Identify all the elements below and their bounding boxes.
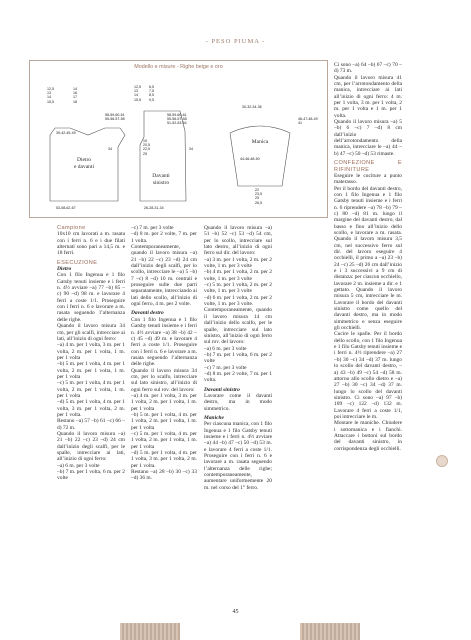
col3-p8: –b) 7 m. per 1 volta, 6 m. per 2 volte (204, 351, 272, 365)
dietro-p5: –c) 5 m. per 1 volta, 4 m. per 1 volta, 2 m. per 1 volta, 1 m. per 1 volta (57, 380, 125, 399)
col2-p3: Contemporaneamente, quando il lavoro misura –a) 21 –b) 22 –c) 23 –d) 24 cm dall’inizio degli scalfi, per lo scollo, intrecciare le –a) 5 –b) 7 –c) 8 –d) 10 m. centrali e proseguire sulle due parti separatamente, intrecciando ai lati dello scollo, all’inizio di ogni ferro, 4 m. per 2 volte. (131, 244, 197, 308)
col3-p7: –a) 6 m. per 3 volte (204, 345, 247, 352)
schema-box (29, 60, 328, 218)
maniche-text: Per ciascuna manica, con 1 filo Ingenua e 1 filo Gatsby tenuti insieme e i ferri n. 4½ avviare –a) 44 –b) 47 –c) 50 –d) 53 m. e lavorare 4 ferri a coste 1/1. Proseguire con i ferri n. 6 e lavorare a m. rasata seguendo l’alternanza delle righe; contemporaneamente, aumentare uniformemente 20 m. nel corso del 1° ferro. (204, 421, 272, 491)
col3-p9: –c) 7 m. per 3 volte (204, 364, 247, 371)
front-side-a: 12,5 13 14 15,5 (47, 87, 54, 104)
dd-p1: Con 1 filo Ingenua e 1 filo Gatsby tenuti insieme e i ferri n. 4½ avviare –a) 38 –b) 42 –c) 45 –d) 49 m. e lavorare 4 ferri a coste 1/1. Proseguire con i ferri n. 6 e lavorare a m. rasata seguendo l’alternanza delle righe. (131, 316, 197, 368)
front-bottom: 53-58-62-67 (56, 206, 76, 210)
dietro-p4: –b) 5 m. per 1 volta, 4 m. per 1 volta, 2 m. per 1 volta, 1 m. per 1 volta (57, 361, 125, 380)
conf-p2: Per il bordo del davanti destro, con 1 filo Ingenua e 1 filo Gatsby tenuti insieme e i ferri n. 6 riprendere –a) 78 –b) 79 –c) 80 –d) 81 m. lungo il margine del davanti destro, dal basso e fino all’inizio dello scollo, e lavorare a m. rasata. Quando il lavoro misura 3,5 cm, nel successivo ferro sul dir. del lavoro eseguire 4 occhielli, il primo a –a) 23 –b) 24 –c) 25 –d) 26 cm dall’inizio e i 3 successivi a 9 cm di distanza: per ciascun occhiello, lavorare 2 m. insieme a dir. e 1 gettato. Quando il lavoro misura 5 cm, intrecciare le m. Lavorare il bordo del davanti sinistro come quello del davanti destro, ma in modo simmetrico e senza eseguire gli occhielli. (334, 185, 402, 332)
dietro-p8: Quando il lavoro misura –a) 21 –b) 22 –c) 23 –d) 24 cm dall’inizio degli scalfi, per le spalle, intrecciare ai lati, all’inizio di ogni ferro: (57, 431, 125, 463)
esecuzione-heading: ESECUZIONE (57, 259, 98, 266)
yarn-swatch-left (120, 623, 180, 640)
davanti-destro-heading: Davanti destro (131, 310, 164, 317)
dietro-p9: –a) 6 m. per 3 volte (57, 462, 100, 469)
dietro-p2: Quando il lavoro misura 34 cm, per gli scalfi, intrecciare ai lati, all’inizio di ogni ferro: (57, 323, 125, 342)
conf-p1: Eseguire le cuciture a punto materasso. (334, 172, 402, 186)
col2-p1: –c) 7 m. per 3 volte (131, 225, 174, 231)
schema-drawing (30, 61, 327, 217)
col2-p2: –d) 8 m. per 2 volte, 7 m. per 1 volta. (131, 231, 197, 244)
col3-p3: –b) 4 m. per 1 volta, 2 m. per 2 volte, 1 m. per 3 volte (204, 269, 272, 282)
sleeve-bottom: 22 23,5 25 26,5 (255, 188, 262, 205)
left-bottom: 26-28-31-34 (144, 206, 164, 210)
col3-p10: –d) 8 m. per 2 volte, 7 m. per 1 volta. (204, 370, 272, 384)
dietro-p3: –a) 4 m. per 1 volta, 3 m. per 1 volta, 2 m. per 1 volta, 1 m. per 1 volta (57, 342, 125, 361)
campione-text: 10x10 cm lavorati a m. rasata con i ferri n. 6 e i due filati alternati sono pari a 14,5 m. e 18 ferri. (57, 231, 125, 257)
page-number: 45 (232, 609, 239, 615)
maniche-heading: Maniche (204, 414, 224, 421)
conf-p3: Cucire le spalle. Per il bordo dello scollo, con 1 filo Ingenua e 1 filo Gatsby tenuti insieme e i ferri n. 4½ riprendere –a) 27 –b) 30 –c) 34 –d) 37 m. lungo lo scollo del davanti destro, –a) 43 –b) 49 –c) 54 –d) 58 m. attorno allo scollo dietro e –a) 27 –b) 30 –c) 34 –d) 37 m. lungo lo scollo del davanti sinistro. Ci sono –a) 97 –b) 109 –c) 122 –d) 132 m. Lavorare 4 ferri a coste 1/1, poi intrecciare le m. (334, 331, 402, 420)
campione-heading: Campione (57, 225, 86, 231)
front-right-measures: 58-59-60-61 55-56-57-58 (105, 113, 125, 122)
schema-title: Modello e misure - Righe beige e oro (134, 64, 223, 70)
left-mid: 19 20,5 22,5 25 (143, 139, 150, 156)
front-chest: 39-42-45-49 (56, 131, 76, 135)
column-2 (131, 225, 197, 605)
dd-p7: Restano –a) 28 –b) 30 –c) 33 –d) 36 m. (131, 469, 197, 482)
conf-p4: Montare le maniche. Chiudere i sottomanica e i fianchi. Attaccare i bottoni sul bordo del davanti sinistro, in corrispondenza degli occhielli. (334, 420, 402, 452)
dd-p5: –c) 5 m. per 1 volta, 4 m. per 1 volta, 2 m. per 1 volta, 1 m. per 1 volta (131, 431, 197, 450)
dietro-heading: Dietro (57, 266, 72, 273)
column-1 (57, 225, 125, 605)
dd-p2: Quando il lavoro misura 34 cm, per lo scalfo, intrecciare sul lato sinistro, all’inizio di ogni ferro sul rov. del lavoro: (131, 367, 197, 393)
left-height: 34 (189, 147, 193, 151)
sleeve-outline (230, 126, 290, 186)
dietro-p6: –d) 5 m. per 1 volta, 4 m. per 1 volta, 3 m. per 1 volta, 2 m. per 1 volta. (57, 399, 125, 418)
sleeve-top: 30-32-34-36 (242, 105, 262, 109)
column-3 (204, 225, 272, 605)
sleeve-mid: 44-46-48-50 (240, 157, 260, 161)
ds-text: Lavorare come il davanti destro, ma in modo simmetrico. (204, 392, 272, 412)
col4-p1: Ci sono –a) 64 –b) 67 –c) 70 –d) 73 m. (334, 62, 402, 75)
column-4 (334, 62, 402, 607)
page-header: - PESO PIUMA - (205, 38, 266, 45)
front-height: 34 (108, 147, 112, 151)
dd-p4: –b) 5 m. per 1 volta, 4 m. per 1 volta, 2 m. per 1 volta, 1 m. per 1 volta (131, 411, 197, 431)
col3-p4: –c) 5 m. per 1 volta, 2 m. per 2 volte, 1 m. per 3 volte (204, 282, 272, 295)
front-label: Dietro e davanti (73, 157, 94, 170)
col4-p3: Quando il lavoro misura –a) 5 –b) 6 –c) 7 –d) 8 cm dall’inizio dell’arrotondamento della manica, intrecciare le –a) 44 –b) 47 –c) 50 –d) 53 rimaste. (334, 119, 402, 157)
dietro-p7: Restano –a) 57 –b) 61 –c) 66 –d) 72 m. (57, 418, 125, 431)
col3-p5: –d) 6 m. per 1 volta, 2 m. per 2 volte, 1 m. per 3 volte. (204, 294, 272, 308)
decorative-dot (436, 455, 448, 467)
left-right-measures: 58-59-60-61 55-56-57-58 51-52-53-54 (167, 113, 187, 126)
left-label: Davanti sinistro (152, 173, 170, 186)
yarn-swatch-right (300, 623, 360, 640)
front-side-b: 14 16 17 18 (73, 87, 77, 104)
sleeve-right: 46-47-48-49 41 (298, 117, 318, 126)
left-top-a: 12,5 13 14 15,5 (134, 85, 141, 102)
sleeve-label: Manica (251, 139, 269, 145)
col4-p2: Quando il lavoro misura 41 cm, per l’arrotondamento della manica, intrecciare ai lati all’inizio di ogni ferro: 4 m. per 1 volta, 3 m. per 1 volta, 2 m. per 1 volta e 1 m. per 1 volta. (334, 74, 402, 119)
confezione-heading: CONFEZIONE E RIFINITURE (334, 160, 402, 173)
davanti-sinistro-heading: Davanti sinistro (204, 386, 240, 393)
col3-p1: Quando il lavoro misura –a) 51 –b) 52 –c) 53 –d) 54 cm, per lo scollo, intrecciare sul lato destro, all’inizio di ogni ferro sul dir. del lavoro: (204, 225, 272, 257)
dietro-p10: –b) 7 m. per 1 volta, 6 m. per 2 volte (57, 469, 125, 482)
col3-p2: –a) 3 m. per 1 volta, 2 m. per 2 volte, 1 m. per 3 volte (204, 256, 272, 270)
dd-p6: –d) 5 m. per 1 volta, 4 m. per 1 volta, 3 m. per 1 volta, 2 m. per 1 volta. (131, 450, 197, 469)
dietro-p1: Con 1 filo Ingenua e 1 filo Gatsby tenuti insieme e i ferri n. 4½ avviare –a) 77 –b) 85 –c) 90 –d) 98 m. e lavorare 4 ferri a coste 1/1. Proseguire con i ferri n. 6 e lavorare a m. rasata seguendo l’alternanza delle righe. (57, 272, 125, 323)
left-top-b: 6,5 7,5 8,5 9,5 (149, 85, 154, 102)
col3-p6: Contemporaneamente, quando il lavoro misura 14 cm dall’inizio dello scalfo, per le spalle, intrecciare sul lato sinistro, all’inizio di ogni ferro sul rov. del lavoro: (204, 307, 272, 346)
dd-p3: –a) 4 m. per 1 volta, 3 m. per 1 volta, 2 m. per 1 volta, 1 m. per 1 volta (131, 392, 197, 412)
